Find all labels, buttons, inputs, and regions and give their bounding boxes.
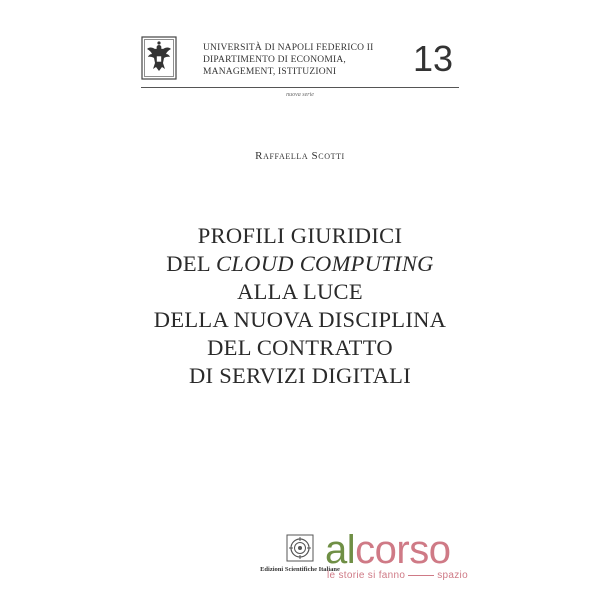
title-line: DI SERVIZI DIGITALI	[188, 363, 412, 388]
brand-logo-al: al	[325, 528, 356, 572]
title-line-italic: CLOUD COMPUTING	[216, 251, 434, 276]
header-divider	[141, 87, 459, 88]
book-title	[130, 222, 470, 390]
alcorso-watermark	[325, 528, 505, 588]
title-line-prefix: DEL	[166, 251, 217, 276]
publisher-logo-icon	[286, 534, 314, 562]
author-name: Raffaella Scotti	[255, 150, 345, 162]
department-line: DIPARTIMENTO DI ECONOMIA,	[203, 55, 346, 65]
title-line	[130, 250, 470, 278]
title-line: PROFILI GIURIDICI	[197, 223, 403, 248]
series-number: 13	[413, 38, 454, 79]
publisher-name: Edizioni Scientifiche Italiane	[260, 566, 340, 573]
university-line: UNIVERSITÀ DI NAPOLI FEDERICO II	[203, 43, 374, 53]
tagline-right: spazio	[437, 570, 468, 581]
university-crest-icon	[141, 36, 177, 80]
title-line: DELLA NUOVA DISCIPLINA	[153, 307, 447, 332]
brand-tagline	[327, 570, 468, 581]
title-line: DEL CONTRATTO	[207, 335, 393, 360]
tagline-left: le storie si fanno	[327, 570, 406, 581]
brand-logo	[325, 528, 450, 572]
series-label: nuova serie	[286, 92, 314, 98]
tagline-gap	[408, 575, 434, 576]
title-line: ALLA LUCE	[237, 279, 363, 304]
university-name	[203, 42, 403, 78]
department-line: MANAGEMENT, ISTITUZIONI	[203, 67, 337, 77]
cover-header	[141, 36, 459, 88]
brand-logo-corso: corso	[355, 528, 451, 572]
